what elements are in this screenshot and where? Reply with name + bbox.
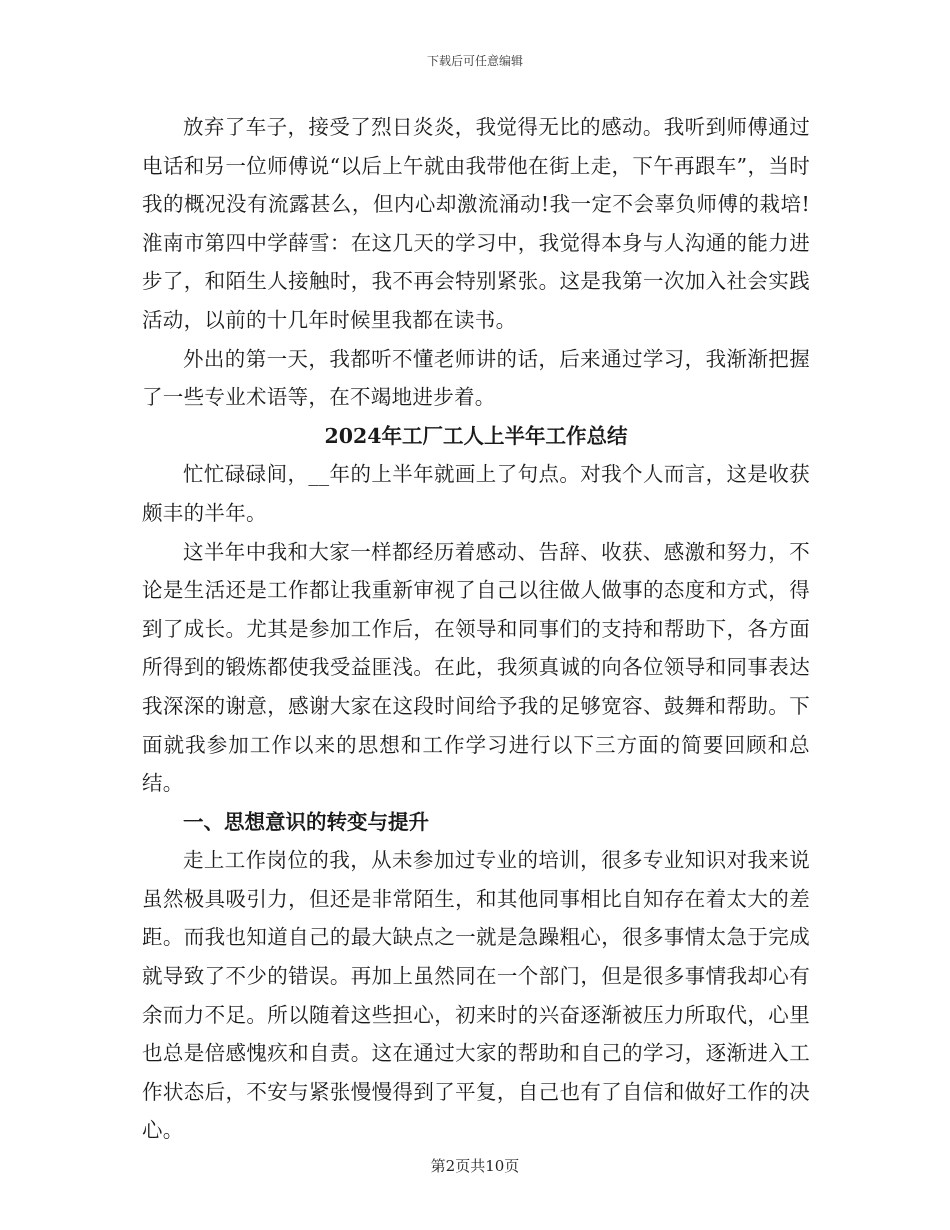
- paragraph-first-day: 外出的第一天，我都听不懂老师讲的话，后来通过学习，我渐渐把握了一些专业术语等，在不竭地进步着。: [142, 346, 810, 410]
- paragraph-intro: 忙忙碌碌间，__年的上半年就画上了句点。对我个人而言，这是收获颇丰的半年。: [142, 462, 810, 525]
- paragraph-section-1: 走上工作岗位的我，从未参加过专业的培训，很多专业知识对我来说虽然极具吸引力，但还是非常陌生，和其他同事相比自知存在着太大的差距。而我也知道自己的最大缺点之一就是急躁粗心，很多事情太急于完成就导致了不少的错误。再加上虽然同在一个部门，但是很多事情我却心有余而力不足。所以随着这些担心，初来时的兴奋逐渐被压力所取代，心里也总是倍感愧疚和自责。这在通过大家的帮助和自己的学习，逐渐进入工作状态后，不安与紧张慢慢得到了平复，自己也有了自信和做好工作的决心。: [142, 848, 810, 1143]
- paragraph-continuation: 放弃了车子，接受了烈日炎炎，我觉得无比的感动。我听到师傅通过电话和另一位师傅说“以后上午就由我带他在街上走，下午再跟车”，当时我的概况没有流露甚么，但内心却激流涌动!我一定不会辜负师傅的栽培!淮南市第四中学薛雪：在这几天的学习中，我觉得本身与人沟通的能力进步了，和陌生人接触时，我不再会特别紧张。这是我第一次加入社会实践活动，以前的十几年时候里我都在读书。: [142, 115, 810, 332]
- page-footer: 第2页共10页: [430, 1157, 520, 1175]
- section-heading-1: 一、思想意识的转变与提升: [183, 809, 429, 834]
- document-title: 2024年工厂工人上半年工作总结: [324, 423, 628, 448]
- paragraph-half-year: 这半年中我和大家一样都经历着感动、告辞、收获、感激和努力，不论是生活还是工作都让我重新审视了自己以往做人做事的态度和方式，得到了成长。尤其是参加工作后，在领导和同事们的支持和帮助下，各方面所得到的锻炼都使我受益匪浅。在此，我须真诚的向各位领导和同事表达我深深的谢意，感谢大家在这段时间给予我的足够宽容、鼓舞和帮助。下面就我参加工作以来的思想和工作学习进行以下三方面的简要回顾和总结。: [142, 539, 810, 796]
- page-header: 下载后可任意编辑: [426, 54, 523, 68]
- document-body: [142, 108, 810, 1150]
